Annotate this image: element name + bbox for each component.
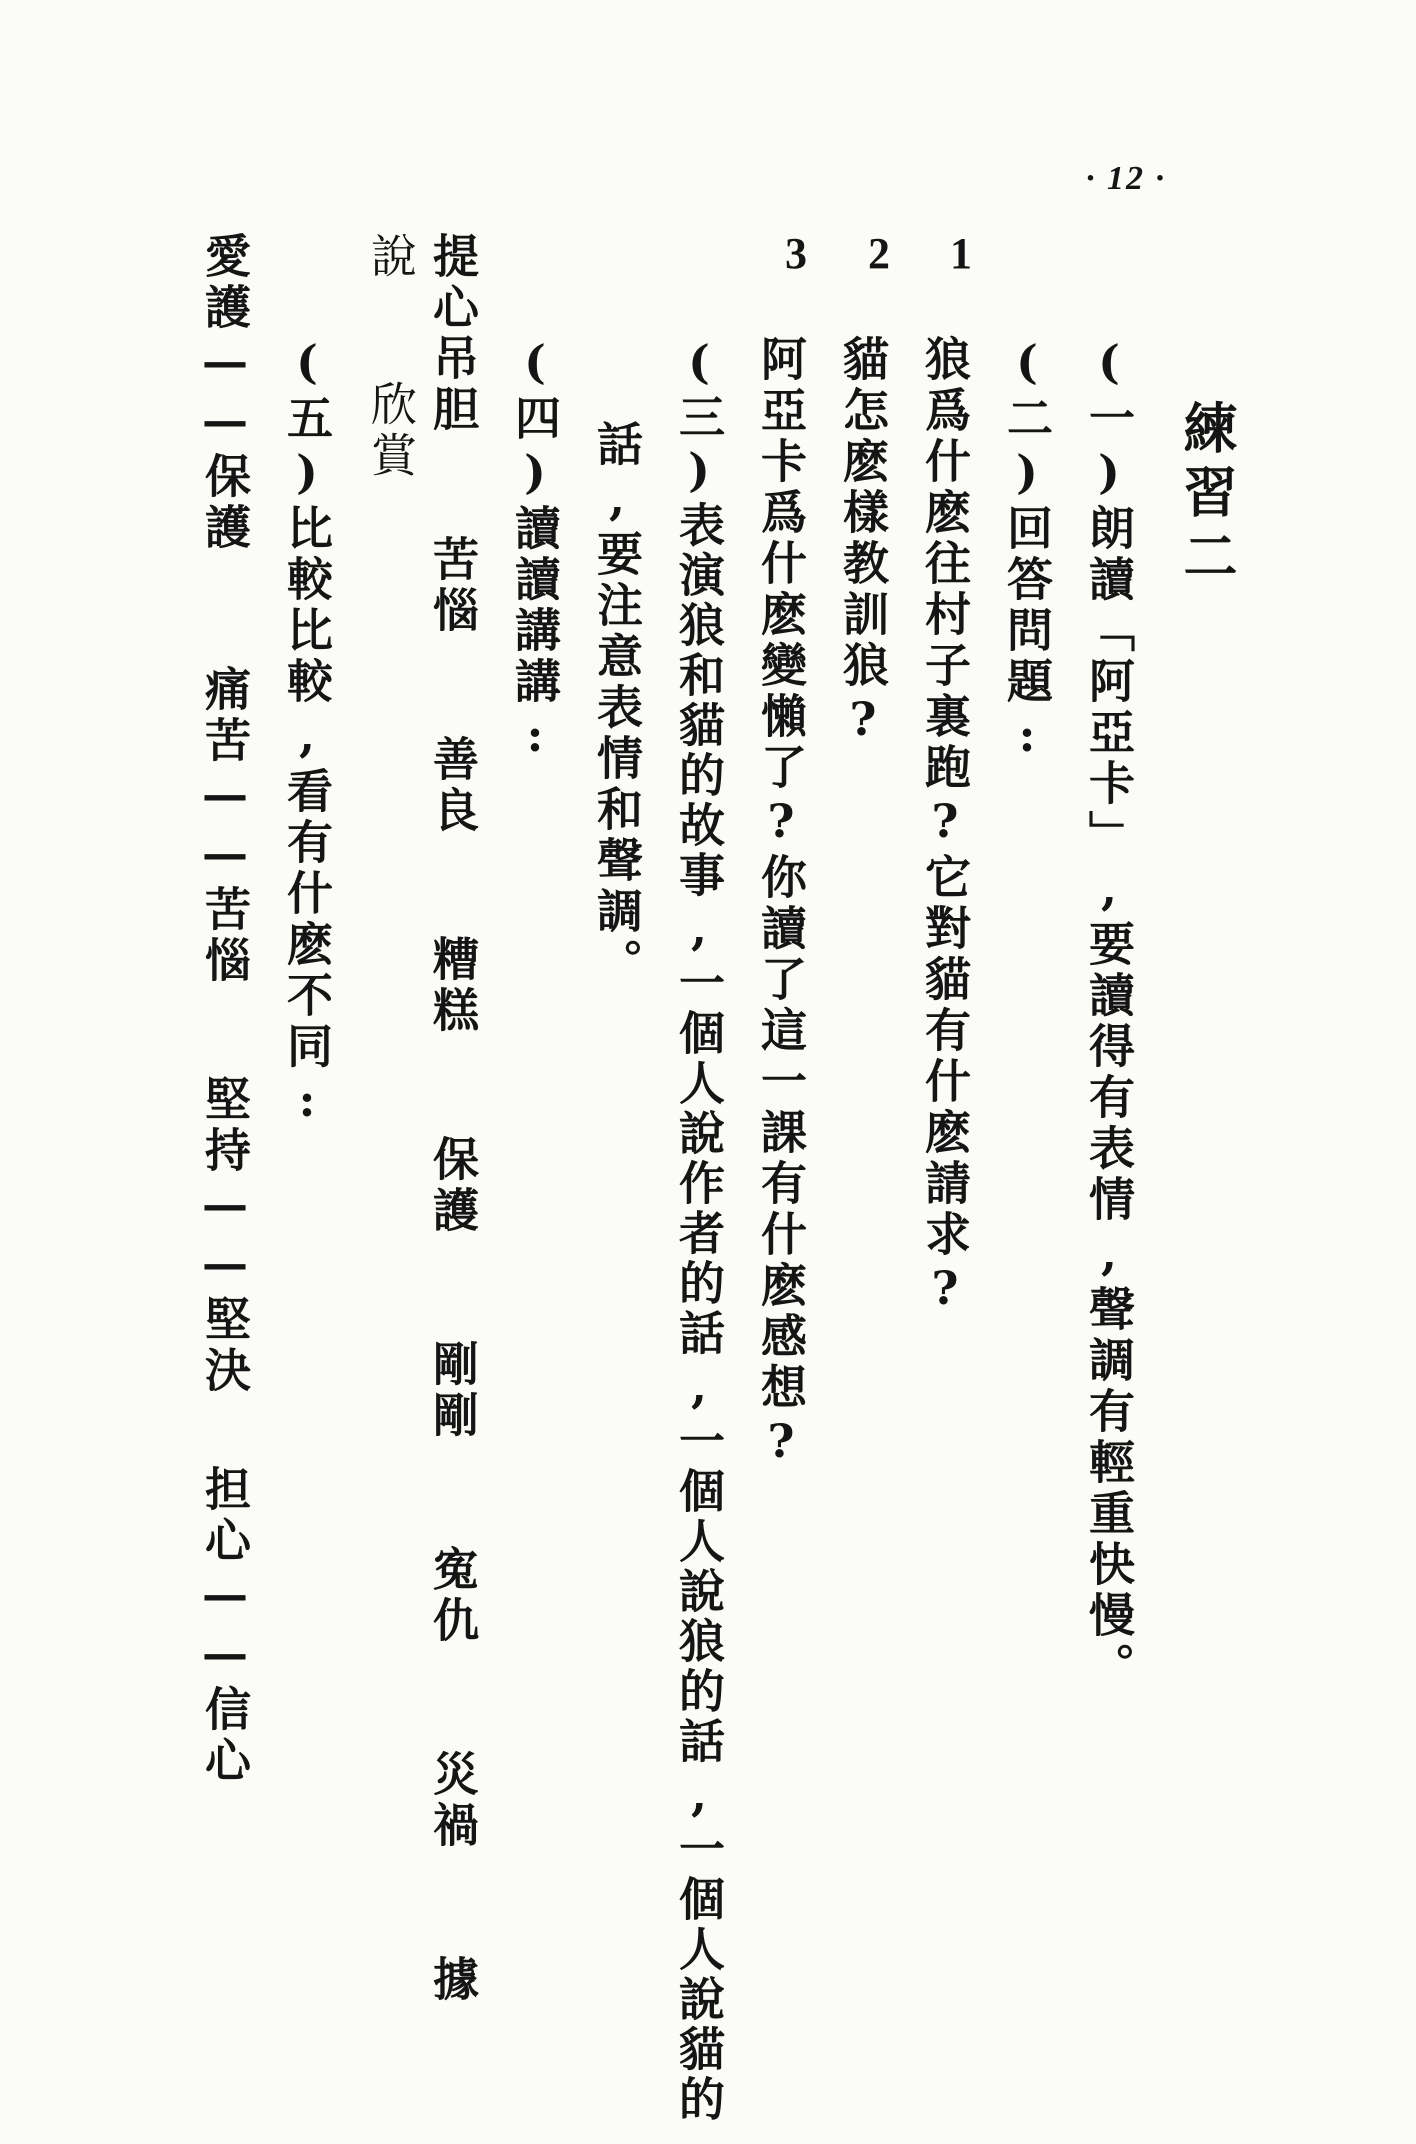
compare-pair: 愛護——保護 [198, 232, 252, 554]
vocab-row-1-word: 寃仇 [426, 1545, 480, 1647]
compare-pair: 担心——信心 [198, 1465, 252, 1787]
vocab-row-1-word: 提心吊胆 [426, 232, 480, 436]
question-1-text: 狼爲什麽往村子裏跑?它對貓有什麽請求? [918, 335, 972, 1320]
question-2-number: 2 [868, 229, 895, 278]
exercise-four-heading: (四)讀讀講講: [508, 335, 562, 767]
compare-pair: 堅持——堅決 [198, 1075, 252, 1397]
page-title: 練習二 [1175, 400, 1239, 592]
exercise-two-heading: (二)回答問題: [1000, 335, 1054, 767]
exercise-one: (一)朗讀「阿亞卡」,要讀得有表情,聲調有輕重快慢。 [1082, 335, 1136, 1693]
exercise-five-heading: (五)比較比較,看有什麽不同: [280, 335, 334, 1132]
vocab-row-2-word: 欣賞 [364, 380, 418, 482]
vocab-row-2-word: 說 [364, 232, 418, 283]
vocab-row-1-word: 善良 [426, 735, 480, 837]
question-3-number: 3 [785, 229, 812, 278]
vocab-row-1-word: 剛剛 [426, 1340, 480, 1442]
exercise-three-line-2: 話,要注意表情和聲調。 [590, 420, 644, 989]
question-1-number: 1 [950, 229, 977, 278]
vocab-row-1-word: 據 [426, 1955, 480, 2006]
page-number: · 12 · [1086, 160, 1166, 197]
vocab-row-1-word: 苦惱 [426, 535, 480, 637]
vocab-row-1-word: 災禍 [426, 1750, 480, 1852]
vocab-row-1-word: 糟糕 [426, 935, 480, 1037]
compare-pair: 痛苦——苦惱 [198, 665, 252, 987]
question-2-text: 貓怎麽樣教訓狼? [836, 335, 890, 751]
question-3-text: 阿亞卡爲什麽變懶了?你讀了這一課有什麽感想? [754, 335, 808, 1473]
vocab-row-1-word: 保護 [426, 1135, 480, 1237]
exercise-three-line-1: (三)表演狼和貓的故事,一個人說作者的話,一個人說狼的話,一個人說貓的 [672, 335, 726, 2125]
